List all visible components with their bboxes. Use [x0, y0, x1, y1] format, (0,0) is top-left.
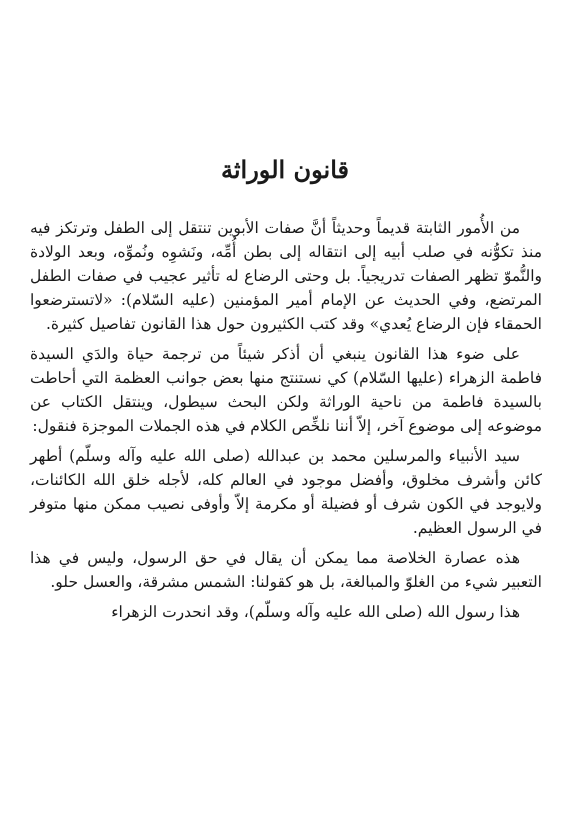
paragraph: على ضوء هذا القانون ينبغي أن أذكر شيئاً من ترجمة حياة والدَي السيدة فاطمة الزهراء (عليها السّلام) كي نستنتج منها بعض جوانب العظمة التي أحاطت بالسيدة فاطمة من ناحية الوراثة ولكن البحث سيطول، وينتقل الكتاب عن موضوعه إلى موضوع آخر، إلاّ أننا نلخِّص الكلام في هذه الجملات الموجزة فنقول:	[30, 345, 542, 435]
paragraph: هذه عصارة الخلاصة مما يمكن أن يقال في حق الرسول، وليس في هذا التعبير شيء من الغلوّ والمبالغة، بل هو كقولنا: الشمس مشرقة، والعسل حلو.	[30, 549, 542, 591]
paragraph: هذا رسول الله (صلى الله عليه وآله وسلّم)، وقد انحدرت الزهراء	[111, 603, 520, 621]
chapter-title: قانون الوراثة	[220, 155, 350, 184]
chapter-body	[30, 216, 542, 624]
paragraph: من الأُمور الثابتة قديماً وحديثاً أنَّ صفات الأبوين تنتقل إلى الطفل وترتكز فيه منذ تكوُّنه في صلب أبيه إلى انتقاله إلى بطن أُمِّه، ونَشوِه ونُموِّه، وبعد الولادة والنُّموّ تظهر الصفات تدريجياً. بل وحتى الرضاع له تأثير عجيب في صفات الطفل المرتضع، وفي الحديث عن الإمام أمير المؤمنين (عليه السّلام): «لاتسترضعوا الحمقاء فإن الرضاع يُعدي» وقد كتب الكثيرون حول هذا القانون تفاصيل كثيرة.	[30, 219, 542, 333]
paragraph: سيد الأنبياء والمرسلين محمد بن عبدالله (صلى الله عليه وآله وسلّم) أطهر كائن وأشرف مخلوق، وأفضل موجود في العالم كله، لأجله خلق الله الكائنات، ولايوجد في الكون شرف أو فضيلة أو مكرمة إلاّ وأوفى نصيب ممكن منها متوفر في الرسول العظيم.	[30, 447, 542, 537]
